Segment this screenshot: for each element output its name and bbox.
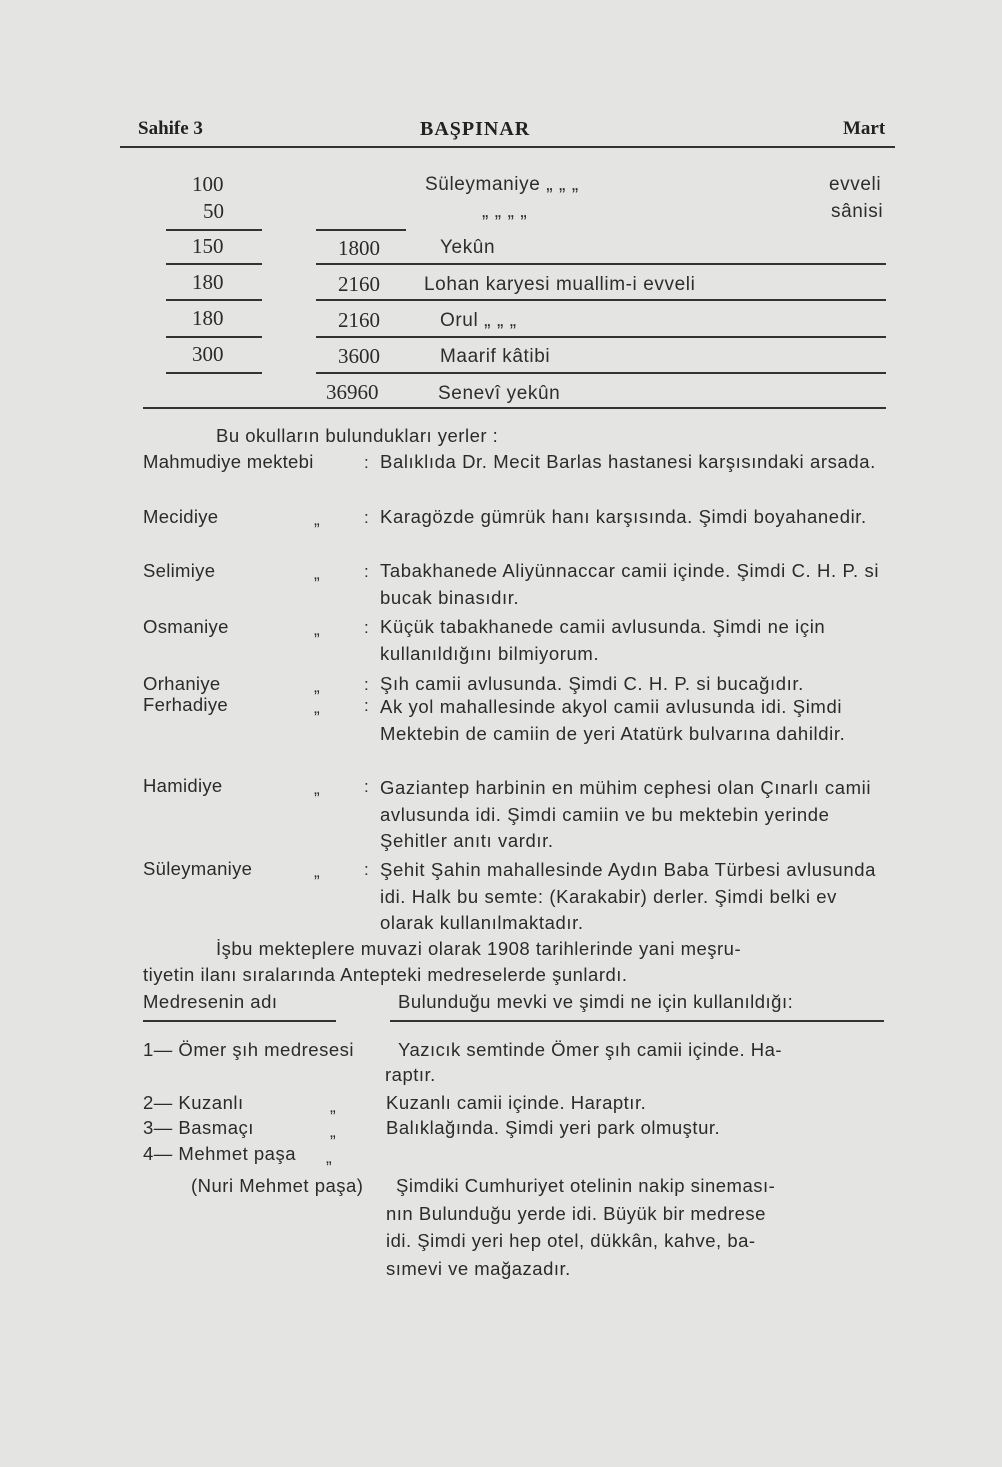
table-cell: 180 xyxy=(192,270,224,294)
paragraph-line: İşbu mekteplere muvazi olarak 1908 tarihlerinde yani meşru- xyxy=(216,938,742,959)
medrese-col-header: Medresenin adı xyxy=(143,991,278,1012)
ditto-mark: „ xyxy=(330,1122,336,1141)
table-rule xyxy=(316,299,886,301)
column-rule xyxy=(143,1020,336,1022)
school-location: Tabakhanede Aliyünnaccar camii içinde. Şimdi C. H. P. si bucak binasıdır. xyxy=(380,560,880,608)
medrese-name: 3— Basmaçı xyxy=(143,1117,254,1138)
column-rule xyxy=(390,1020,884,1022)
medrese-location: sımevi ve mağazadır. xyxy=(386,1258,571,1279)
location-col-header: Bulunduğu mevki ve şimdi ne için kullanıldığı: xyxy=(398,991,794,1012)
header-rule xyxy=(120,146,895,148)
medrese-location: raptır. xyxy=(385,1064,436,1085)
school-location: Gaziantep harbinin en mühim cephesi olan Çınarlı camii avlusunda idi. Şimdi camiin ve bu mektebin yerinde Şehitler anıtı vardır. xyxy=(380,777,872,851)
table-rule xyxy=(166,263,262,265)
table-rule xyxy=(166,299,262,301)
ditto-mark: „ xyxy=(314,564,320,583)
colon: : xyxy=(364,675,369,694)
ditto-mark: „ xyxy=(314,779,320,798)
table-cell: 36960 xyxy=(326,380,379,404)
table-cell: Yekûn xyxy=(440,237,496,258)
medrese-location: Şimdiki Cumhuriyet otelinin nakip sineması- xyxy=(396,1175,776,1196)
colon: : xyxy=(364,777,369,796)
school-location: Şıh camii avlusunda. Şimdi C. H. P. si bucağıdır. xyxy=(380,673,804,694)
table-cell: 3600 xyxy=(338,344,380,368)
table-cell: evveli xyxy=(829,174,882,195)
school-name: Selimiye xyxy=(143,560,216,581)
table-cell: 150 xyxy=(192,234,224,258)
table-rule xyxy=(316,263,886,265)
intro-line: Bu okulların bulundukları yerler : xyxy=(216,425,499,446)
table-cell: 50 xyxy=(203,199,224,223)
paragraph-line: tiyetin ilanı sıralarında Antepteki medreselerde şunlardı. xyxy=(143,964,628,985)
table-cell: sânisi xyxy=(831,201,884,222)
table-cell: 1800 xyxy=(338,236,380,260)
school-name: Mecidiye xyxy=(143,506,219,527)
table-rule xyxy=(166,229,262,231)
school-location: Balıklıda Dr. Mecit Barlas hastanesi karşısındaki arsada. xyxy=(380,451,876,472)
medrese-name: 1— Ömer şıh medresesi xyxy=(143,1039,354,1060)
newspaper-title: BAŞPINAR xyxy=(420,118,531,140)
table-cell: 300 xyxy=(192,342,224,366)
page-number: Sahife 3 xyxy=(138,118,203,139)
medrese-alt-name: (Nuri Mehmet paşa) xyxy=(191,1175,364,1196)
ditto-mark: „ xyxy=(330,1097,336,1116)
table-cell: Lohan karyesi muallim-i evveli xyxy=(424,274,696,295)
school-location: Küçük tabakhanede camii avlusunda. Şimdi ne için kullanıldığını bilmiyorum. xyxy=(380,616,826,664)
colon: : xyxy=(364,618,369,637)
colon: : xyxy=(364,508,369,527)
table-rule xyxy=(166,336,262,338)
school-name: Süleymaniye xyxy=(143,858,253,879)
medrese-location: idi. Şimdi yeri hep otel, dükkân, kahve, ba- xyxy=(386,1230,756,1251)
school-location: Ak yol mahallesinde akyol camii avlusunda idi. Şimdi Mektebin de camiin de yeri Atatürk bulvarına dahildir. xyxy=(380,696,846,744)
table-cell: Maarif kâtibi xyxy=(440,346,551,367)
school-name: Osmaniye xyxy=(143,616,229,637)
medrese-location: nın Bulunduğu yerde idi. Büyük bir medrese xyxy=(386,1203,766,1224)
table-rule xyxy=(316,336,886,338)
school-location: Karagözde gümrük hanı karşısında. Şimdi boyahanedir. xyxy=(380,506,867,527)
medrese-location: Balıklağında. Şimdi yeri park olmuştur. xyxy=(386,1117,721,1138)
ditto-mark: „ xyxy=(326,1148,332,1167)
colon: : xyxy=(364,562,369,581)
colon: : xyxy=(364,860,369,879)
medrese-location: Kuzanlı camii içinde. Haraptır. xyxy=(386,1092,647,1113)
colon: : xyxy=(364,453,369,472)
table-cell: Orul „ „ „ xyxy=(440,310,517,331)
table-cell: Süleymaniye „ „ „ xyxy=(425,174,579,195)
table-rule xyxy=(166,372,262,374)
table-cell: Senevî yekûn xyxy=(438,383,561,404)
table-rule xyxy=(316,229,406,231)
ditto-mark: „ xyxy=(314,698,320,717)
medrese-location: Yazıcık semtinde Ömer şıh camii içinde. Ha- xyxy=(398,1039,783,1060)
table-cell: 2160 xyxy=(338,272,380,296)
table-bottom-rule xyxy=(143,407,886,409)
table-cell: 100 xyxy=(192,172,224,196)
ditto-mark: „ xyxy=(314,620,320,639)
medrese-name: 2— Kuzanlı xyxy=(143,1092,244,1113)
school-name: Ferhadiye xyxy=(143,694,228,715)
table-cell: 2160 xyxy=(338,308,380,332)
month-label: Mart xyxy=(843,118,886,139)
table-cell: „ „ „ „ xyxy=(482,201,528,222)
school-location: Şehit Şahin mahallesinde Aydın Baba Türbesi avlusunda idi. Halk bu semte: (Karakabir) derler. Şimdi belki ev olarak kullanılmaktadır. xyxy=(380,859,876,933)
school-name: Orhaniye xyxy=(143,673,221,694)
colon: : xyxy=(364,696,369,715)
table-cell: 180 xyxy=(192,306,224,330)
ditto-mark: „ xyxy=(314,510,320,529)
table-rule xyxy=(316,372,886,374)
school-name: Mahmudiye mektebi xyxy=(143,451,314,472)
ditto-mark: „ xyxy=(314,677,320,696)
ditto-mark: „ xyxy=(314,862,320,881)
medrese-name: 4— Mehmet paşa xyxy=(143,1143,297,1164)
school-name: Hamidiye xyxy=(143,775,223,796)
